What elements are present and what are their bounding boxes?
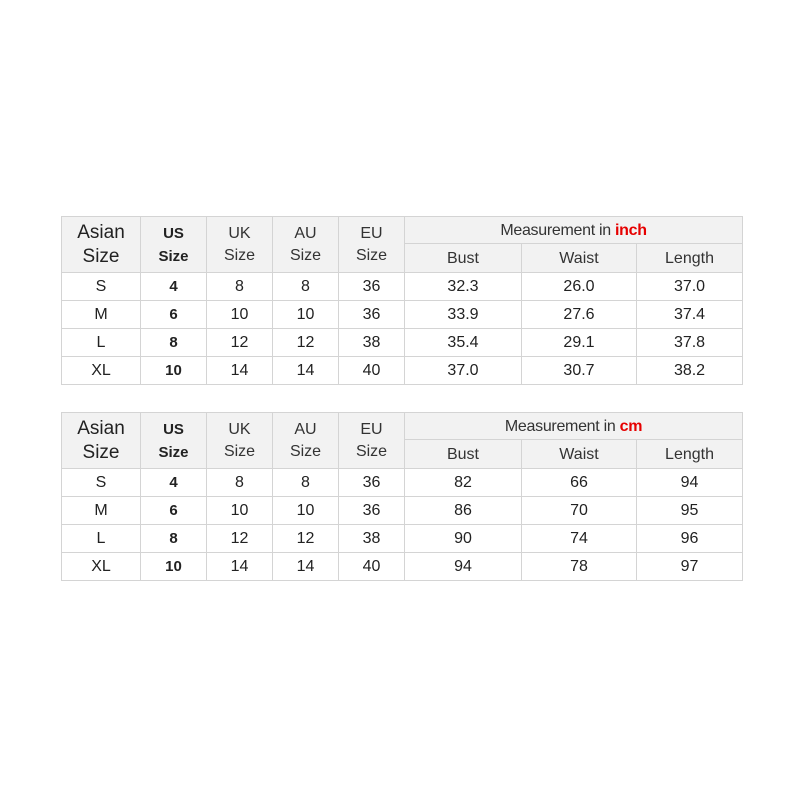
asian-size-cell: M [62,497,141,525]
waist-cell: 26.0 [522,273,637,301]
eu-size-cell: 36 [339,469,405,497]
asian-size-header: Asian Size [62,217,141,273]
header-row [62,217,743,244]
asian-size-cell: L [62,329,141,357]
waist-cell: 74 [522,525,637,553]
table-row [62,301,743,329]
asian-size-cell: L [62,525,141,553]
waist-header: Waist [522,244,637,273]
table-row [62,497,743,525]
bust-cell: 86 [405,497,522,525]
length-cell: 37.8 [637,329,743,357]
au-size-cell: 8 [273,273,339,301]
waist-cell: 78 [522,553,637,581]
length-cell: 94 [637,469,743,497]
eu-size-cell: 36 [339,273,405,301]
us-size-cell: 4 [141,273,207,301]
table-row [62,273,743,301]
length-cell: 38.2 [637,357,743,385]
us-size-cell: 10 [141,553,207,581]
eu-size-cell: 36 [339,497,405,525]
uk-size-cell: 12 [207,525,273,553]
waist-cell: 27.6 [522,301,637,329]
us-size-header: US Size [141,217,207,273]
bust-cell: 94 [405,553,522,581]
eu-size-cell: 36 [339,301,405,329]
bust-cell: 37.0 [405,357,522,385]
waist-cell: 66 [522,469,637,497]
length-header: Length [637,440,743,469]
eu-size-header: EU Size [339,217,405,273]
waist-cell: 70 [522,497,637,525]
us-size-cell: 8 [141,329,207,357]
us-size-cell: 6 [141,497,207,525]
waist-cell: 30.7 [522,357,637,385]
eu-size-cell: 40 [339,553,405,581]
au-size-cell: 14 [273,553,339,581]
measurement-header [405,217,743,244]
uk-size-header: UK Size [207,217,273,273]
au-size-cell: 8 [273,469,339,497]
us-size-cell: 8 [141,525,207,553]
asian-size-header: Asian Size [62,413,141,469]
au-size-header: AU Size [273,413,339,469]
bust-cell: 33.9 [405,301,522,329]
au-size-header: AU Size [273,217,339,273]
au-size-cell: 12 [273,329,339,357]
header-row [62,413,743,440]
uk-size-cell: 8 [207,469,273,497]
uk-size-cell: 12 [207,329,273,357]
table-row [62,553,743,581]
eu-size-header: EU Size [339,413,405,469]
asian-size-cell: S [62,469,141,497]
measurement-unit: inch [615,221,647,239]
measurement-unit: cm [619,417,643,435]
us-size-cell: 4 [141,469,207,497]
length-cell: 37.0 [637,273,743,301]
bust-header: Bust [405,440,522,469]
table-row [62,469,743,497]
au-size-cell: 10 [273,497,339,525]
us-size-header: US Size [141,413,207,469]
bust-cell: 90 [405,525,522,553]
measurement-header [405,413,743,440]
us-size-cell: 10 [141,357,207,385]
size-chart-inch-table [61,216,743,385]
bust-cell: 32.3 [405,273,522,301]
au-size-cell: 14 [273,357,339,385]
table-row [62,329,743,357]
length-cell: 95 [637,497,743,525]
length-header: Length [637,244,743,273]
au-size-cell: 10 [273,301,339,329]
asian-size-cell: M [62,301,141,329]
bust-cell: 35.4 [405,329,522,357]
asian-size-cell: S [62,273,141,301]
eu-size-cell: 38 [339,525,405,553]
measurement-prefix: Measurement in [500,221,611,239]
eu-size-cell: 40 [339,357,405,385]
measurement-prefix: Measurement in [504,417,616,435]
length-cell: 97 [637,553,743,581]
eu-size-cell: 38 [339,329,405,357]
uk-size-cell: 14 [207,357,273,385]
uk-size-cell: 10 [207,301,273,329]
table-row [62,525,743,553]
uk-size-cell: 10 [207,497,273,525]
uk-size-header: UK Size [207,413,273,469]
au-size-cell: 12 [273,525,339,553]
waist-cell: 29.1 [522,329,637,357]
asian-size-cell: XL [62,357,141,385]
us-size-cell: 6 [141,301,207,329]
bust-header: Bust [405,244,522,273]
uk-size-cell: 8 [207,273,273,301]
length-cell: 37.4 [637,301,743,329]
table-row [62,357,743,385]
waist-header: Waist [522,440,637,469]
asian-size-cell: XL [62,553,141,581]
uk-size-cell: 14 [207,553,273,581]
length-cell: 96 [637,525,743,553]
bust-cell: 82 [405,469,522,497]
size-chart-cm-table [61,412,743,581]
